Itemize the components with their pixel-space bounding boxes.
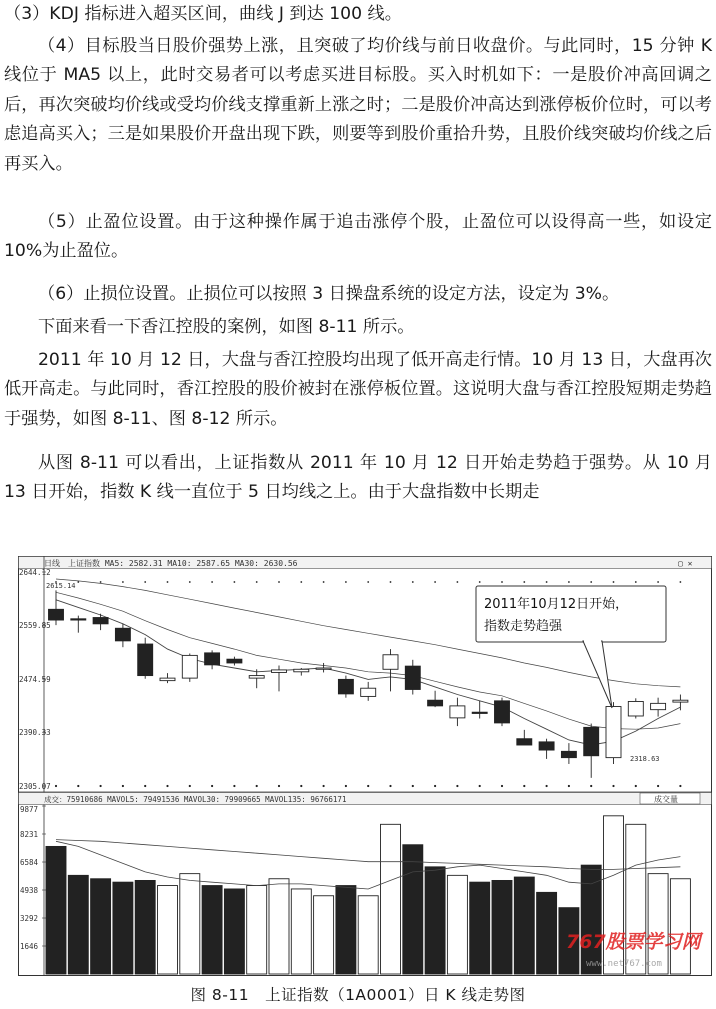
signal-dot: [434, 785, 436, 787]
volume-tick-label: 8231: [20, 829, 39, 839]
candle-body-up: [272, 670, 287, 673]
volume-bar: [670, 879, 690, 974]
paragraph-3: （3）KDJ 指标进入超买区间，曲线 J 到达 100 线。: [4, 4, 402, 24]
price-header: 日线 上证指数 MA5: 2582.31 MA10: 2587.65 MA30: 2630.56: [44, 559, 298, 568]
signal-dot: [345, 581, 347, 583]
candle-body-down: [495, 701, 510, 723]
paragraph-case-detail: 2011 年 10 月 12 日，大盘与香江控股均出现了低开高走行情。10 月 13 日，大盘再次低开高走。与此同时，香江控股的股价被封在涨停板位置。这说明大盘与香江控股短期走势趋于强势，如图 8-11、图 8-12 所示。: [4, 350, 712, 429]
price-tick-label: 2474.59: [19, 675, 51, 685]
figure-8-11: [18, 556, 712, 976]
candle-body-up: [294, 669, 309, 672]
signal-dot: [456, 785, 458, 787]
signal-dot: [278, 581, 280, 583]
volume-tick-label: 3292: [20, 914, 39, 924]
signal-dot: [635, 581, 637, 583]
candle-body-up: [316, 668, 331, 669]
signal-dot: [412, 785, 414, 787]
watermark-url: www.net767.com: [586, 959, 662, 969]
volume-tick-label: 6584: [20, 858, 39, 868]
candle: [495, 698, 510, 726]
signal-dot: [166, 785, 168, 787]
volume-tick-label: 4938: [20, 886, 39, 896]
candle: [606, 702, 621, 764]
signal-dot: [657, 581, 659, 583]
signal-dot: [144, 785, 146, 787]
candle-body-down: [205, 653, 220, 665]
signal-dot: [100, 785, 102, 787]
candle-body-down: [405, 666, 420, 689]
volume-bar: [158, 886, 178, 974]
candle: [628, 698, 643, 718]
volume-bar: [403, 845, 423, 974]
volume-header: 成交：75910686 MAVOL5: 79491536 MAVOL30: 79909665 MAVOL135: 96766171: [44, 795, 347, 804]
signal-dot: [300, 581, 302, 583]
volume-bar: [113, 882, 133, 974]
candle-body-up: [383, 655, 398, 670]
signal-dot: [501, 785, 503, 787]
volume-bar: [470, 882, 490, 974]
volume-bar: [46, 846, 66, 974]
signal-dot: [256, 785, 258, 787]
signal-dot: [389, 785, 391, 787]
signal-dot: [612, 785, 614, 787]
volume-bar: [492, 880, 512, 974]
candle-body-down: [428, 700, 443, 706]
signal-dot: [211, 785, 213, 787]
candle-body-down: [517, 739, 532, 745]
signal-dot: [479, 581, 481, 583]
signal-dot: [680, 581, 682, 583]
candle-body-down: [115, 628, 130, 641]
signal-dot: [233, 785, 235, 787]
candle-body-up: [160, 678, 175, 681]
price-tick-label: 2305.07: [19, 782, 51, 791]
signal-dot: [568, 581, 570, 583]
candle-body-down: [472, 712, 487, 713]
paragraph-4: （4）目标股当日股价强势上涨，且突破了均价线与前日收盘价。与此同时，15 分钟 K 线位于 MA5 以上，此时交易者可以考虑买进目标股。买入时机如下：一是股价冲高回调之后，再次突破均价线或受均价线支撑重新上涨之时；二是股价冲高达到涨停板价位时，可以考虑追高买入；三是如果股价开盘出现下跌，则要等到股价重拾升势，且股价线突破均价线之后再买入。: [4, 36, 712, 174]
signal-dot: [479, 785, 481, 787]
signal-dot: [523, 581, 525, 583]
volume-bar: [425, 867, 445, 974]
volume-bar: [224, 889, 244, 974]
signal-dot: [122, 581, 124, 583]
volume-bar: [336, 886, 356, 974]
volume-bar: [537, 892, 557, 974]
paragraph-analysis: 从图 8-11 可以看出，上证指数从 2011 年 10 月 12 日开始走势趋于强势。从 10 月 13 日开始，指数 K 线一直位于 5 日均线之上。由于大盘指数中长期走: [4, 453, 712, 503]
volume-tick-label: 9877: [20, 805, 39, 814]
signal-dot: [367, 785, 369, 787]
paragraph-case-intro: 下面来看一下香江控股的案例，如图 8-11 所示。: [38, 317, 415, 337]
signal-dot: [122, 785, 124, 787]
volume-bar: [68, 875, 88, 974]
signal-dot: [300, 785, 302, 787]
annotation-line-1: 2011年10月12日开始，: [484, 597, 629, 612]
price-tick-label: 2559.85: [19, 621, 51, 631]
signal-dot: [679, 785, 681, 787]
candle: [182, 653, 197, 681]
high-price-label: 2615.14: [46, 582, 76, 590]
signal-dot: [323, 785, 325, 787]
candle-body-down: [93, 618, 108, 624]
signal-dot: [100, 581, 102, 583]
volume-bar: [135, 880, 155, 974]
volume-bar: [291, 889, 311, 974]
price-tick-label: 2390.33: [19, 728, 51, 738]
candle-body-down: [227, 659, 242, 663]
signal-dot: [234, 581, 236, 583]
signal-dot: [211, 581, 213, 583]
signal-dot: [546, 581, 548, 583]
candle: [138, 638, 153, 679]
volume-bar: [180, 874, 200, 974]
signal-dot: [256, 581, 258, 583]
signal-dot: [390, 581, 392, 583]
volume-tick-label: 1646: [20, 942, 39, 952]
signal-dot: [323, 581, 325, 583]
volume-bar: [202, 886, 222, 974]
candle-body-up: [628, 701, 643, 716]
candle-body-down: [49, 609, 64, 620]
signal-dot: [657, 785, 659, 787]
signal-dot: [523, 785, 525, 787]
signal-dot: [568, 785, 570, 787]
signal-dot: [434, 581, 436, 583]
volume-bar: [314, 896, 334, 974]
signal-dot: [546, 785, 548, 787]
figure-caption: 图 8-11 上证指数（1A0001）日 K 线走势图: [190, 986, 526, 1004]
candle-body-up: [361, 688, 376, 696]
candle-body-up: [249, 676, 264, 679]
signal-dot: [144, 581, 146, 583]
volume-bar: [91, 879, 111, 974]
paragraph-6: （6）止损位设置。止损位可以按照 3 日操盘系统的设定方法，设定为 3%。: [38, 284, 620, 304]
kline-chart: [18, 556, 712, 976]
price-tick-label: 2644.12: [19, 568, 51, 577]
candle-body-down: [138, 644, 153, 676]
signal-dot: [189, 581, 191, 583]
candle-body-down: [561, 751, 576, 757]
volume-bar: [247, 886, 267, 974]
candle-body-down: [539, 742, 554, 750]
signal-dot: [613, 581, 615, 583]
volume-indicator-label: 成交量: [654, 795, 678, 804]
candle-body-down: [71, 619, 86, 620]
signal-dot: [501, 581, 503, 583]
window-controls-icon: ▢ ✕: [678, 559, 693, 568]
candle-body-up: [182, 655, 197, 678]
signal-dot: [55, 785, 57, 787]
candle-body-down: [338, 679, 353, 694]
volume-bar: [269, 879, 289, 974]
signal-dot: [345, 785, 347, 787]
signal-dot: [635, 785, 637, 787]
signal-dot: [77, 785, 79, 787]
candle-body-up: [673, 700, 688, 702]
signal-dot: [189, 785, 191, 787]
annotation-line-2: 指数走势趋强: [484, 619, 563, 634]
signal-dot: [590, 785, 592, 787]
paragraph-5: （5）止盈位设置。由于这种操作属于追击涨停个股，止盈位可以设得高一些，如设定 10%为止盈位。: [4, 212, 712, 262]
watermark-logo: 767股票学习网: [566, 931, 701, 953]
candle-body-up: [606, 707, 621, 758]
signal-dot: [590, 581, 592, 583]
volume-bar: [514, 877, 534, 974]
signal-dot: [167, 581, 169, 583]
candle-body-up: [450, 706, 465, 718]
candle-body-down: [584, 727, 599, 755]
signal-dot: [412, 581, 414, 583]
volume-bar: [358, 896, 378, 974]
signal-dot: [367, 581, 369, 583]
candle-body-up: [651, 703, 666, 709]
volume-bar: [381, 824, 401, 974]
low-price-label: 2318.63: [630, 755, 660, 763]
signal-dot: [457, 581, 459, 583]
volume-bar: [447, 875, 467, 974]
signal-dot: [77, 581, 79, 583]
signal-dot: [278, 785, 280, 787]
